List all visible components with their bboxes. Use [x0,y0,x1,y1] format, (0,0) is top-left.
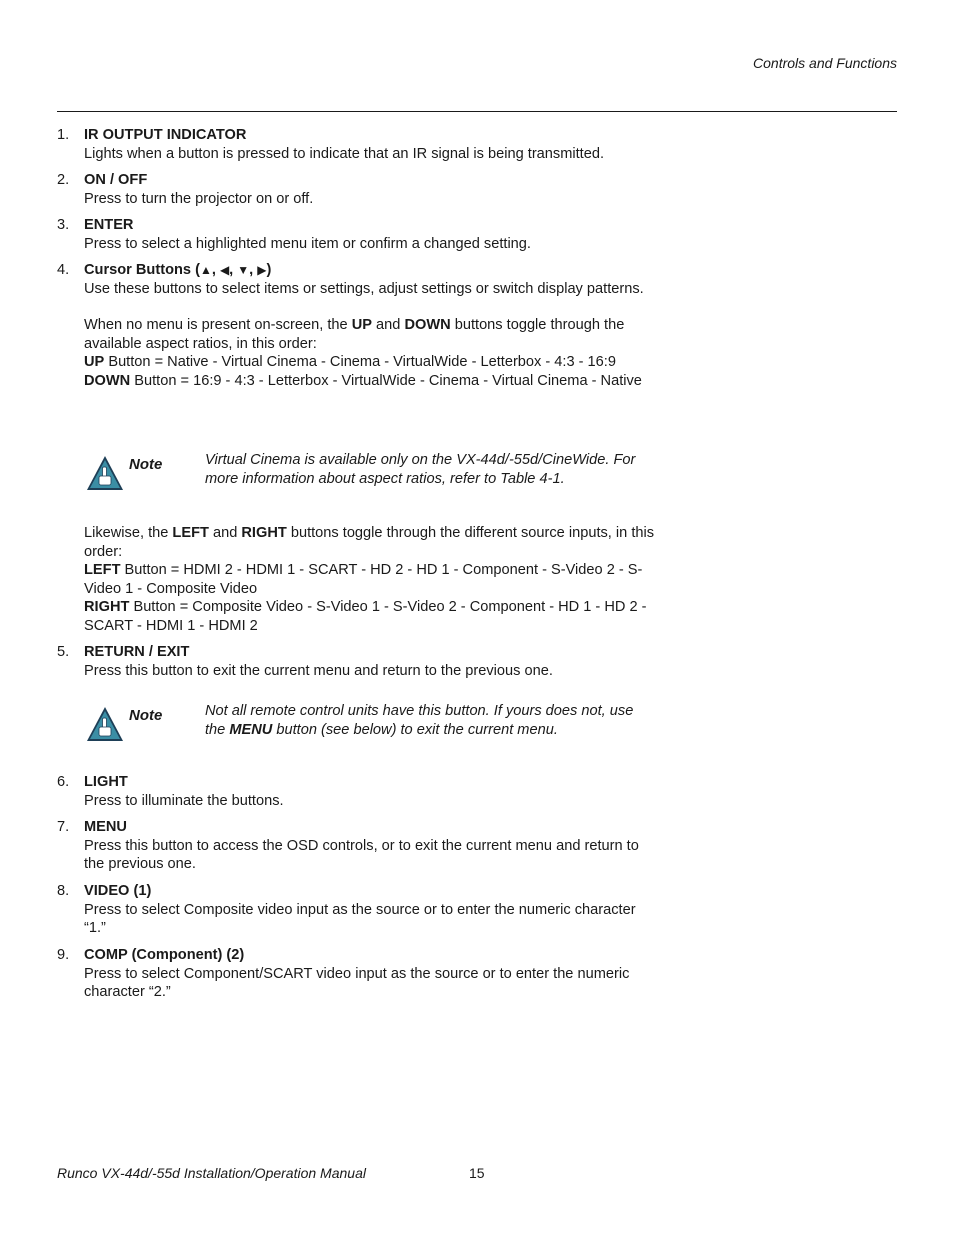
item-number: 9. [57,947,70,963]
note-callout [84,451,664,497]
page-number: 15 [469,1165,485,1181]
left-arrow-icon: ◀ [219,263,230,277]
item-title: VIDEO (1) [84,883,152,899]
note-label: Note [129,456,163,473]
item-description: Press this button to access the OSD controls, or to exit the current menu and return to the previous one. [84,837,639,873]
item-description: Press to turn the projector on or off. [84,190,314,207]
item-title: Cursor Buttons (▲, ◀, ▼, ▶) [84,262,272,278]
up-order: UP Button = Native - Virtual Cinema - Cinema - VirtualWide - Letterbox - 4:3 - 16:9 [84,354,616,371]
item-description: Press this button to exit the current menu and return to the previous one. [84,662,553,679]
item-description: Press to select Composite video input as the source or to enter the numeric character “1.” [84,901,636,937]
note-label: Note [129,707,163,724]
item-description: Press to select a highlighted menu item or confirm a changed setting. [84,235,531,252]
item-description: Use these buttons to select items or settings, adjust settings or switch display patterns. [84,280,644,297]
note-callout [84,702,664,748]
note-text: Virtual Cinema is available only on the VX-44d/-55d/CineWide. For more information about aspect ratios, refer to Table 4-1. [205,452,636,487]
aspect-ratio-intro: When no menu is present on-screen, the UP and DOWN buttons toggle through the available aspect ratios, in this order: [84,317,625,352]
note-hand-icon [86,455,124,491]
list-item [57,643,657,680]
item-title: ON / OFF [84,172,148,188]
item-number: 2. [57,172,70,188]
item-title: COMP (Component) (2) [84,947,245,963]
item-number: 1. [57,127,70,143]
item-title: RETURN / EXIT [84,644,190,660]
item-description: Lights when a button is pressed to indicate that an IR signal is being transmitted. [84,145,605,162]
up-arrow-icon: ▲ [199,263,212,277]
down-arrow-icon: ▼ [237,263,250,277]
item-number: 5. [57,644,70,660]
note-text: Not all remote control units have this button. If yours does not, use the MENU button (see below) to exit the current menu. [205,703,634,738]
list-item [57,171,657,208]
header-rule [57,111,897,112]
item-number: 4. [57,262,70,278]
item-number: 6. [57,774,70,790]
item-title: MENU [84,819,127,835]
item-number: 3. [57,217,70,233]
item-description: Press to illuminate the buttons. [84,792,284,809]
item-title: ENTER [84,217,134,233]
source-inputs-intro: Likewise, the LEFT and RIGHT buttons toggle through the different source inputs, in this order: [84,525,655,560]
right-order: RIGHT Button = Composite Video - S-Video 1 - S-Video 2 - Component - HD 1 - HD 2 - SCART - HDMI 1 - HDMI 2 [84,599,647,634]
list-item [57,126,657,163]
item-title: LIGHT [84,774,128,790]
item-number: 8. [57,883,70,899]
note-hand-icon [86,706,124,742]
source-inputs-block [57,524,657,636]
left-order: LEFT Button = HDMI 2 - HDMI 1 - SCART - HD 2 - HD 1 - Component - S-Video 2 - S-Video 1 - Composite Video [84,562,643,597]
list-item-cursor-buttons [57,261,657,391]
list-item [57,882,657,938]
list-item [57,773,657,810]
running-header: Controls and Functions [753,55,897,71]
list-item [57,946,657,1002]
footer-manual-title: Runco VX-44d/-55d Installation/Operation Manual [57,1165,366,1181]
item-number: 7. [57,819,70,835]
list-item [57,818,657,874]
item-title: IR OUTPUT INDICATOR [84,127,247,143]
list-item [57,216,657,253]
down-order: DOWN Button = 16:9 - 4:3 - Letterbox - VirtualWide - Cinema - Virtual Cinema - Native [84,372,642,389]
item-description: Press to select Component/SCART video input as the source or to enter the numeric character “2.” [84,965,630,1001]
right-arrow-icon: ▶ [257,263,267,277]
